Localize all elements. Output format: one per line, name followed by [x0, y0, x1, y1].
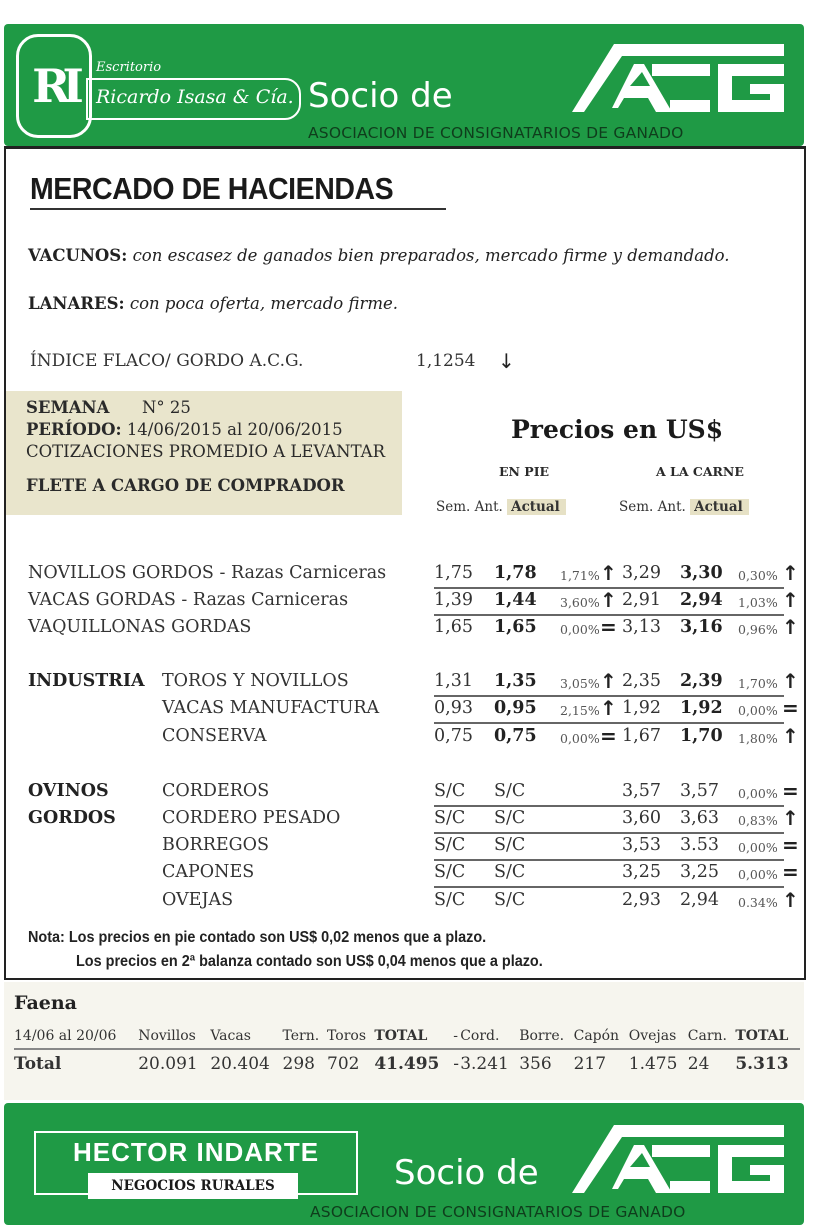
a-la-carne-previous: 2,93 — [622, 890, 661, 910]
category-name: CAPONES — [162, 862, 255, 882]
a-la-carne-actual: 3,25 — [680, 862, 719, 882]
price-row — [6, 888, 804, 916]
subheader-en-pie — [436, 499, 566, 515]
equal-trend-icon: = — [600, 615, 617, 639]
periodo-value: 14/06/2015 al 20/06/2015 — [126, 420, 343, 439]
category-name: CORDEROS — [162, 781, 270, 801]
prices-title: Precios en US$ — [511, 415, 724, 444]
a-la-carne-actual: 2,94 — [680, 890, 719, 910]
faena-column-header: Tern. — [283, 1026, 328, 1049]
actual-label: Actual — [690, 499, 749, 515]
faena-cell: 24 — [687, 1054, 710, 1074]
category-name: CONSERVA — [162, 726, 267, 746]
category-group-label: INDUSTRIA — [28, 671, 145, 691]
equal-trend-icon: = — [600, 724, 617, 748]
equal-trend-icon: = — [782, 779, 799, 803]
a-la-carne-actual: 2,94 — [680, 590, 723, 610]
a-la-carne-change-pct: 0,83% — [738, 813, 778, 828]
en-pie-previous: S/C — [434, 835, 466, 855]
sem-ant-label: Sem. Ant. — [436, 499, 503, 515]
periodo-line — [26, 419, 402, 441]
faena-total-row — [14, 1049, 800, 1074]
subheader-a-la-carne — [619, 499, 749, 515]
faena-cell: 20.091 — [138, 1054, 198, 1074]
faena-cell: 1.475 — [628, 1054, 678, 1074]
price-row — [6, 588, 804, 616]
faena-cell: 356 — [519, 1054, 552, 1074]
price-row — [6, 860, 804, 888]
a-la-carne-change-pct: 0,00% — [738, 786, 778, 801]
arrow-up-icon: ↑ — [782, 615, 799, 639]
arrow-up-icon: ↑ — [600, 561, 617, 585]
summary-label: VACUNOS: — [28, 246, 128, 265]
cotizaciones-text: COTIZACIONES PROMEDIO A LEVANTAR — [26, 442, 386, 461]
faena-cell: 298 — [282, 1054, 315, 1074]
semana-line — [26, 397, 402, 419]
summary-label: LANARES: — [28, 294, 125, 313]
a-la-carne-previous: 2,91 — [622, 590, 661, 610]
en-pie-actual: 0,95 — [494, 698, 537, 718]
equal-trend-icon: = — [782, 696, 799, 720]
arrow-up-icon: ↑ — [600, 588, 617, 612]
actual-label: Actual — [507, 499, 566, 515]
indice-value: 1,1254 — [416, 351, 476, 371]
a-la-carne-previous: 3,13 — [622, 617, 661, 637]
en-pie-change-pct: 3,05% — [560, 676, 600, 691]
association-name: ASOCIACION DE CONSIGNATARIOS DE GANADO — [310, 1203, 686, 1221]
periodo-label: PERÍODO: — [26, 420, 122, 439]
socio-label: Socio de — [394, 1153, 539, 1193]
category-name: VACAS MANUFACTURA — [162, 698, 380, 718]
en-pie-actual: 1,78 — [494, 563, 537, 583]
sem-ant-label: Sem. Ant. — [619, 499, 686, 515]
a-la-carne-change-pct: 1,70% — [738, 676, 778, 691]
a-la-carne-previous: 3,25 — [622, 862, 661, 882]
en-pie-actual: S/C — [494, 862, 526, 882]
summary-vacunos — [28, 246, 730, 265]
category-name: BORREGOS — [162, 835, 269, 855]
arrow-up-icon: ↑ — [782, 724, 799, 748]
en-pie-actual: S/C — [494, 808, 526, 828]
en-pie-change-pct: 2,15% — [560, 703, 600, 718]
a-la-carne-previous: 1,67 — [622, 726, 661, 746]
en-pie-actual: S/C — [494, 781, 526, 801]
en-pie-change-pct: 0,00% — [560, 622, 600, 637]
equal-trend-icon: = — [782, 860, 799, 884]
a-la-carne-change-pct: 0,00% — [738, 703, 778, 718]
a-la-carne-previous: 3,53 — [622, 835, 661, 855]
price-row — [6, 724, 804, 752]
en-pie-change-pct: 0,00% — [560, 731, 600, 746]
arrow-up-icon: ↑ — [782, 669, 799, 693]
footer-banner — [4, 1103, 804, 1225]
faena-header-row — [14, 1026, 800, 1049]
a-la-carne-change-pct: 0.34% — [738, 895, 778, 910]
category-name: VAQUILLONAS GORDAS — [28, 617, 252, 637]
en-pie-change-pct: 3,60% — [560, 595, 600, 610]
category-name: OVEJAS — [162, 890, 234, 910]
a-la-carne-previous: 3,60 — [622, 808, 661, 828]
a-la-carne-change-pct: 0,30% — [738, 568, 778, 583]
a-la-carne-change-pct: 0,00% — [738, 867, 778, 882]
category-name: VACAS GORDAS - Razas Carniceras — [28, 590, 349, 610]
price-row — [6, 615, 804, 643]
en-pie-actual: 1,44 — [494, 590, 537, 610]
faena-row-label: Total — [14, 1054, 62, 1074]
a-la-carne-actual: 1,70 — [680, 726, 723, 746]
faena-column-header: Ovejas — [629, 1026, 688, 1049]
faena-column-header: Novillos — [138, 1026, 210, 1049]
socio-label: Socio de — [308, 76, 453, 116]
a-la-carne-change-pct: 0,96% — [738, 622, 778, 637]
arrow-down-icon: ↓ — [498, 349, 515, 373]
summary-text: con escasez de ganados bien preparados, mercado firme y demandado. — [132, 246, 730, 265]
price-row — [6, 669, 804, 697]
faena-column-header: Carn. — [688, 1026, 736, 1049]
price-row — [6, 833, 804, 861]
logo-company-name: Ricardo Isasa & Cía. — [96, 86, 294, 108]
en-pie-previous: 1,75 — [434, 563, 473, 583]
faena-column-header: Toros — [327, 1026, 374, 1049]
note-line-1: Nota: Los precios en pie contado son US$ 0,02 menos que a plazo. — [28, 929, 487, 946]
faena-column-header: 14/06 al 20/06 — [14, 1026, 138, 1049]
a-la-carne-previous: 2,35 — [622, 671, 661, 691]
a-la-carne-change-pct: 1,03% — [738, 595, 778, 610]
faena-cell: 3.241 — [460, 1054, 509, 1074]
flete-text: FLETE A CARGO DE COMPRADOR — [26, 476, 345, 495]
category-name: CORDERO PESADO — [162, 808, 341, 828]
faena-cell: 5.313 — [735, 1054, 789, 1074]
faena-column-header: Borre. — [519, 1026, 573, 1049]
a-la-carne-actual: 3,63 — [680, 808, 719, 828]
faena-cell: 702 — [327, 1054, 360, 1074]
acg-logo-icon — [572, 42, 786, 114]
a-la-carne-actual: 1,92 — [680, 698, 723, 718]
equal-trend-icon: = — [782, 833, 799, 857]
en-pie-actual: S/C — [494, 835, 526, 855]
arrow-up-icon: ↑ — [782, 588, 799, 612]
arrow-up-icon: ↑ — [600, 669, 617, 693]
en-pie-previous: 1,65 — [434, 617, 473, 637]
faena-column-header: TOTAL — [735, 1026, 800, 1049]
header-a-la-carne: A LA CARNE — [656, 464, 744, 479]
faena-column-header: Vacas — [210, 1026, 282, 1049]
category-group-label: OVINOS — [28, 781, 109, 801]
price-row — [6, 779, 804, 807]
en-pie-previous: 1,39 — [434, 590, 473, 610]
a-la-carne-change-pct: 1,80% — [738, 731, 778, 746]
en-pie-previous: 0,75 — [434, 726, 473, 746]
faena-column-header: Cord. — [460, 1026, 519, 1049]
en-pie-actual: S/C — [494, 890, 526, 910]
semana-label: SEMANA — [26, 398, 110, 417]
ri-monogram-icon: RI — [16, 34, 92, 138]
logo-small-text: Escritorio — [96, 60, 162, 75]
category-name: TOROS Y NOVILLOS — [162, 671, 349, 691]
page-title: MERCADO DE HACIENDAS — [30, 171, 394, 206]
price-row — [6, 561, 804, 589]
title-underline — [30, 208, 446, 210]
faena-column-header: - — [453, 1026, 460, 1049]
faena-section — [4, 982, 804, 1100]
faena-table — [14, 1026, 800, 1074]
faena-cell: 217 — [573, 1054, 607, 1074]
en-pie-previous: S/C — [434, 862, 466, 882]
indice-label: ÍNDICE FLACO/ GORDO A.C.G. — [30, 351, 304, 371]
price-row — [6, 696, 804, 724]
arrow-up-icon: ↑ — [782, 561, 799, 585]
company-subtitle: NEGOCIOS RURALES — [88, 1173, 298, 1199]
semana-value: N° 25 — [141, 398, 191, 417]
en-pie-actual: 1,35 — [494, 671, 537, 691]
a-la-carne-actual: 2,39 — [680, 671, 723, 691]
a-la-carne-actual: 3,57 — [680, 781, 719, 801]
summary-text: con poca oferta, mercado firme. — [129, 294, 399, 313]
market-report-panel — [4, 146, 806, 980]
en-pie-previous: S/C — [434, 890, 466, 910]
en-pie-change-pct: 1,71% — [560, 568, 600, 583]
week-info-box — [6, 391, 402, 515]
summary-lanares — [28, 294, 398, 313]
header-banner — [4, 24, 804, 146]
header-en-pie: EN PIE — [499, 464, 550, 479]
ricardo-isasa-logo — [16, 34, 301, 138]
a-la-carne-actual: 3,30 — [680, 563, 723, 583]
faena-cell: 41.495 — [374, 1054, 440, 1074]
category-name: NOVILLOS GORDOS - Razas Carniceras — [28, 563, 387, 583]
arrow-up-icon: ↑ — [782, 888, 799, 912]
acg-logo-icon — [572, 1123, 786, 1195]
note-line-2: Los precios en 2ª balanza contado son US$ 0,04 menos que a plazo. — [76, 953, 543, 970]
en-pie-previous: 0,93 — [434, 698, 473, 718]
arrow-up-icon: ↑ — [782, 806, 799, 830]
faena-cell: - — [453, 1054, 459, 1074]
price-row — [6, 806, 804, 834]
faena-cell: 20.404 — [210, 1054, 270, 1074]
a-la-carne-actual: 3.53 — [680, 835, 719, 855]
en-pie-actual: 0,75 — [494, 726, 537, 746]
a-la-carne-previous: 3,57 — [622, 781, 661, 801]
faena-column-header: Capón — [574, 1026, 629, 1049]
en-pie-previous: 1,31 — [434, 671, 473, 691]
a-la-carne-previous: 1,92 — [622, 698, 661, 718]
en-pie-previous: S/C — [434, 781, 466, 801]
a-la-carne-change-pct: 0,00% — [738, 840, 778, 855]
en-pie-actual: 1,65 — [494, 617, 537, 637]
hector-indarte-logo — [34, 1131, 358, 1195]
arrow-up-icon: ↑ — [600, 696, 617, 720]
association-name: ASOCIACION DE CONSIGNATARIOS DE GANADO — [308, 124, 684, 142]
en-pie-previous: S/C — [434, 808, 466, 828]
a-la-carne-previous: 3,29 — [622, 563, 661, 583]
faena-column-header: TOTAL — [374, 1026, 453, 1049]
category-group-label: GORDOS — [28, 808, 116, 828]
company-name: HECTOR INDARTE — [72, 1137, 320, 1167]
a-la-carne-actual: 3,16 — [680, 617, 723, 637]
faena-title: Faena — [14, 992, 77, 1014]
